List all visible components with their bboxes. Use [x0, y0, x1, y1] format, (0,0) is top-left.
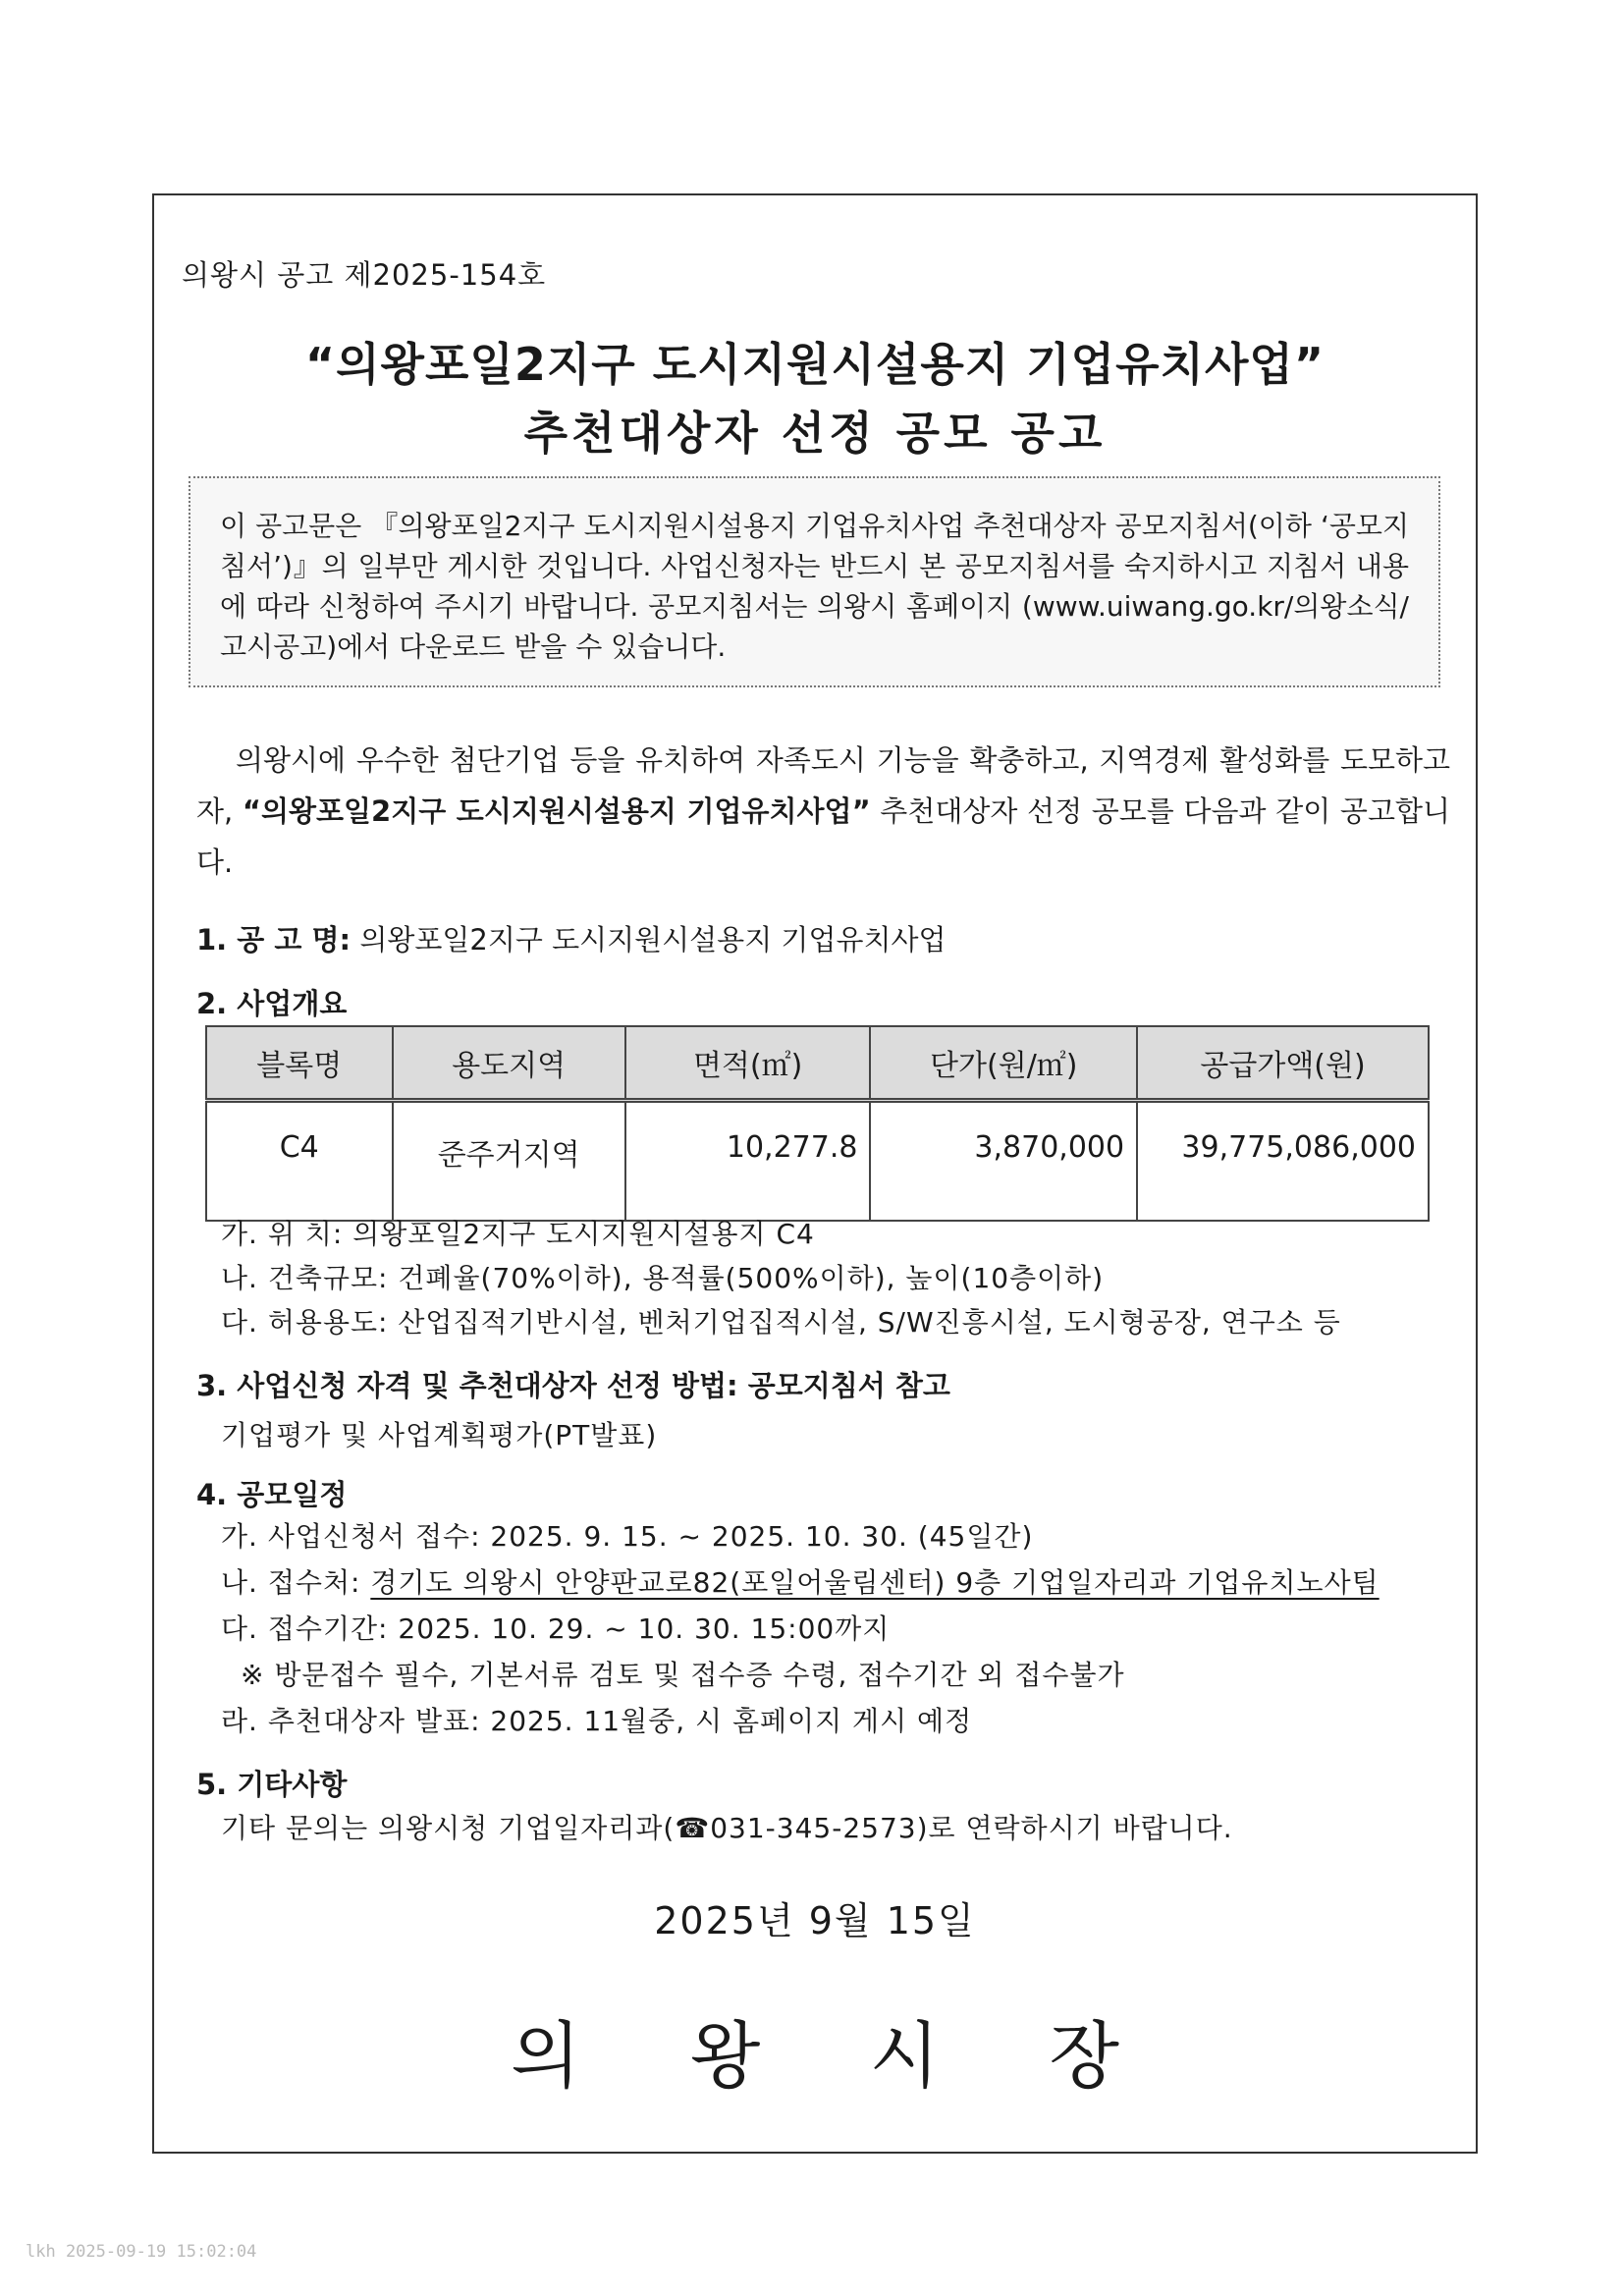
cell-supply-price: 39,775,086,000: [1137, 1101, 1429, 1222]
info-box: [189, 476, 1440, 687]
schedule-location-label: 나. 접수처:: [221, 1566, 371, 1599]
cell-zone: 준주거지역: [393, 1101, 625, 1222]
intro-text-after: 추천대상자 선정 공모를 다음과 같이 공고합니다.: [196, 794, 1450, 879]
intro-paragraph: [196, 735, 1450, 888]
table-header-row: [206, 1026, 1429, 1101]
section-2-label: 2. 사업개요: [196, 987, 348, 1020]
header-block: 블록명: [206, 1026, 393, 1101]
overview-building-scale: 나. 건축규모: 건폐율(70%이하), 용적률(500%이하), 높이(10층이하): [221, 1262, 1105, 1294]
section-3-label: 3. 사업신청 자격 및 추천대상자 선정 방법: 공모지침서 참고: [196, 1369, 950, 1402]
intro-text-before: 의왕시에 우수한 첨단기업 등을 유치하여 자족도시 기능을 확충하고, 지역경제 활성화를 도모하고자,: [196, 743, 1450, 828]
notice-number: 의왕시 공고 제2025-154호: [182, 258, 547, 292]
title-line-1: “의왕포일2지구 도시지원시설용지 기업유치사업”: [304, 338, 1325, 391]
section-3-heading: [196, 1364, 950, 1404]
schedule-announcement: 라. 추천대상자 발표: 2025. 11월중, 시 홈페이지 게시 예정: [221, 1705, 973, 1737]
section-1: [196, 918, 947, 958]
schedule-note: ※ 방문접수 필수, 기본서류 검토 및 접수증 수령, 접수기간 외 접수불가: [241, 1659, 1125, 1691]
section-1-value: 의왕포일2지구 도시지원시설용지 기업유치사업: [351, 923, 947, 957]
header-area: 면적(㎡): [625, 1026, 871, 1101]
intro-project-name: “의왕포일2지구 도시지원시설용지 기업유치사업”: [242, 794, 871, 828]
schedule-application: 가. 사업신청서 접수: 2025. 9. 15. ~ 2025. 10. 30. (45일간): [221, 1520, 1034, 1553]
header-zone: 용도지역: [393, 1026, 625, 1101]
section-1-label: 1. 공 고 명:: [196, 923, 352, 957]
overview-location: 가. 위 치: 의왕포일2지구 도시지원시설용지 C4: [221, 1218, 815, 1250]
table-row: [206, 1101, 1429, 1222]
section-5-heading: [196, 1763, 347, 1803]
schedule-period: 다. 접수기간: 2025. 10. 29. ~ 10. 30. 15:00까지: [221, 1613, 891, 1645]
cell-block: C4: [206, 1101, 393, 1222]
issuer-char: 왕: [689, 2014, 761, 2099]
section-3-text: 기업평가 및 사업계획평가(PT발표): [221, 1419, 658, 1451]
notice-date: 2025년 9월 15일: [654, 1899, 976, 1942]
section-5-label: 5. 기타사항: [196, 1768, 348, 1801]
cell-area: 10,277.8: [625, 1101, 871, 1222]
header-supply-price: 공급가액(원): [1137, 1026, 1429, 1101]
cell-unit-price: 3,870,000: [870, 1101, 1137, 1222]
schedule-location: [221, 1561, 1380, 1601]
issuer-char: 의: [511, 2014, 581, 2099]
section-4-heading: [196, 1473, 347, 1513]
section-5-text: 기타 문의는 의왕시청 기업일자리과(☎031-345-2573)로 연락하시기 바랍니다.: [221, 1812, 1233, 1844]
info-box-text: 이 공고문은 『의왕포일2지구 도시지원시설용지 기업유치사업 추천대상자 공모지침서(이하 ‘공모지침서’)』의 일부만 게시한 것입니다. 사업신청자는 반드시 본 공모지침서를 숙지하시고 지침서 내용에 따라 신청하여 주시기 바랍니다. 공모지침서는 의왕시 홈페이지 (www.uiwang.go.kr/의왕소식/고시공고)에서 다운로드 받을 수 있습니다.: [220, 510, 1409, 663]
section-4-label: 4. 공모일정: [196, 1478, 348, 1511]
business-overview-table: [205, 1025, 1430, 1222]
issuer-char: 장: [1049, 2014, 1119, 2099]
issuer-char: 시: [869, 2014, 941, 2099]
scan-stamp: lkh 2025-09-19 15:02:04: [26, 2242, 257, 2262]
overview-permitted-use: 다. 허용용도: 산업집적기반시설, 벤처기업집적시설, S/W진흥시설, 도시형공장, 연구소 등: [221, 1306, 1341, 1339]
section-2-heading: [196, 982, 347, 1022]
header-unit-price: 단가(원/㎡): [870, 1026, 1137, 1101]
schedule-location-address: 경기도 의왕시 안양판교로82(포일어울림센터) 9층 기업일자리과 기업유치노사팀: [370, 1566, 1380, 1599]
title-line-2: 추천대상자 선정 공모 공고: [523, 407, 1107, 460]
issuer-mayor: [511, 1998, 1119, 2103]
